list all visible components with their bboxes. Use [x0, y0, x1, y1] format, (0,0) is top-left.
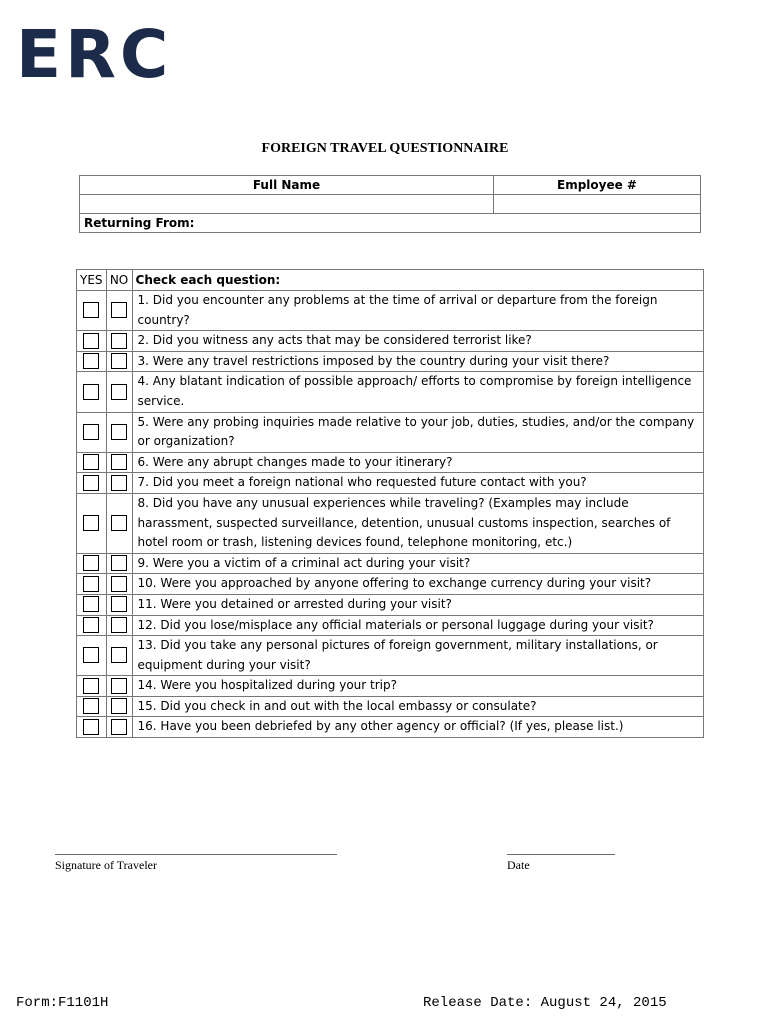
question-row — [77, 412, 704, 452]
yes-checkbox[interactable] — [83, 353, 99, 369]
no-checkbox[interactable] — [111, 596, 127, 612]
yes-checkbox[interactable] — [83, 647, 99, 663]
yes-cell — [77, 615, 107, 636]
date-label: Date — [507, 858, 530, 872]
no-checkbox[interactable] — [111, 353, 127, 369]
yes-cell — [77, 473, 107, 494]
no-cell — [106, 351, 132, 372]
question-text: 16. Have you been debriefed by any other agency or official? (If yes, please list.) — [132, 717, 703, 738]
question-text: 14. Were you hospitalized during your trip? — [132, 676, 703, 697]
yes-checkbox[interactable] — [83, 596, 99, 612]
release-date: Release Date: August 24, 2015 — [423, 995, 667, 1011]
yes-checkbox[interactable] — [83, 424, 99, 440]
yes-checkbox[interactable] — [83, 302, 99, 318]
traveler-info-table — [79, 175, 701, 233]
no-cell — [106, 696, 132, 717]
signature-line: _______________________________________________ — [55, 842, 337, 856]
employee-number-label: Employee # — [494, 176, 701, 195]
question-text: 10. Were you approached by anyone offering to exchange currency during your visit? — [132, 574, 703, 595]
yes-cell — [77, 676, 107, 697]
question-row — [77, 676, 704, 697]
no-column-header: NO — [106, 270, 132, 291]
question-row — [77, 291, 704, 331]
yes-cell — [77, 331, 107, 352]
no-cell — [106, 291, 132, 331]
yes-cell — [77, 493, 107, 553]
full-name-label: Full Name — [80, 176, 494, 195]
question-row — [77, 331, 704, 352]
yes-cell — [77, 636, 107, 676]
yes-cell — [77, 372, 107, 412]
yes-cell — [77, 553, 107, 574]
no-cell — [106, 473, 132, 494]
question-row — [77, 493, 704, 553]
question-row — [77, 372, 704, 412]
no-checkbox[interactable] — [111, 719, 127, 735]
no-cell — [106, 615, 132, 636]
yes-cell — [77, 412, 107, 452]
date-line: __________________ — [507, 842, 615, 856]
no-cell — [106, 676, 132, 697]
questions-header: Check each question: — [132, 270, 703, 291]
yes-checkbox[interactable] — [83, 333, 99, 349]
question-text: 15. Did you check in and out with the local embassy or consulate? — [132, 696, 703, 717]
question-text: 1. Did you encounter any problems at the time of arrival or departure from the foreign country? — [132, 291, 703, 331]
questionnaire-table — [76, 269, 704, 738]
no-cell — [106, 452, 132, 473]
question-text: 4. Any blatant indication of possible approach/ efforts to compromise by foreign intelligence service. — [132, 372, 703, 412]
question-text: 11. Were you detained or arrested during your visit? — [132, 594, 703, 615]
yes-checkbox[interactable] — [83, 719, 99, 735]
no-checkbox[interactable] — [111, 515, 127, 531]
yes-cell — [77, 452, 107, 473]
no-checkbox[interactable] — [111, 454, 127, 470]
question-row — [77, 717, 704, 738]
full-name-field[interactable] — [80, 195, 494, 214]
no-cell — [106, 574, 132, 595]
no-checkbox[interactable] — [111, 302, 127, 318]
yes-checkbox[interactable] — [83, 617, 99, 633]
erc-logo: ERC — [16, 16, 173, 93]
yes-checkbox[interactable] — [83, 678, 99, 694]
no-checkbox[interactable] — [111, 647, 127, 663]
no-cell — [106, 553, 132, 574]
question-row — [77, 553, 704, 574]
returning-from-field[interactable] — [80, 214, 701, 233]
no-cell — [106, 331, 132, 352]
question-row — [77, 351, 704, 372]
question-row — [77, 696, 704, 717]
yes-cell — [77, 351, 107, 372]
no-checkbox[interactable] — [111, 555, 127, 571]
no-cell — [106, 372, 132, 412]
yes-checkbox[interactable] — [83, 384, 99, 400]
form-number: Form:F1101H — [16, 995, 109, 1011]
no-checkbox[interactable] — [111, 333, 127, 349]
no-checkbox[interactable] — [111, 678, 127, 694]
signature-label: Signature of Traveler — [55, 858, 157, 872]
yes-checkbox[interactable] — [83, 515, 99, 531]
question-text: 9. Were you a victim of a criminal act during your visit? — [132, 553, 703, 574]
yes-cell — [77, 291, 107, 331]
yes-checkbox[interactable] — [83, 475, 99, 491]
no-checkbox[interactable] — [111, 475, 127, 491]
page-title: FOREIGN TRAVEL QUESTIONNAIRE — [261, 141, 509, 156]
no-checkbox[interactable] — [111, 384, 127, 400]
yes-cell — [77, 594, 107, 615]
question-row — [77, 452, 704, 473]
no-checkbox[interactable] — [111, 617, 127, 633]
question-text: 13. Did you take any personal pictures of foreign government, military installations, or equipment during your visit? — [132, 636, 703, 676]
question-row — [77, 574, 704, 595]
employee-number-field[interactable] — [494, 195, 701, 214]
yes-cell — [77, 574, 107, 595]
question-row — [77, 615, 704, 636]
yes-checkbox[interactable] — [83, 454, 99, 470]
question-text: 3. Were any travel restrictions imposed by the country during your visit there? — [132, 351, 703, 372]
question-row — [77, 636, 704, 676]
yes-column-header: YES — [77, 270, 107, 291]
no-cell — [106, 636, 132, 676]
question-row — [77, 594, 704, 615]
yes-checkbox[interactable] — [83, 576, 99, 592]
yes-cell — [77, 717, 107, 738]
question-text: 12. Did you lose/misplace any official materials or personal luggage during your visit? — [132, 615, 703, 636]
returning-from-label: Returning From: — [84, 216, 195, 230]
question-row — [77, 473, 704, 494]
yes-checkbox[interactable] — [83, 698, 99, 714]
no-cell — [106, 493, 132, 553]
yes-checkbox[interactable] — [83, 555, 99, 571]
question-text: 7. Did you meet a foreign national who requested future contact with you? — [132, 473, 703, 494]
yes-cell — [77, 696, 107, 717]
no-checkbox[interactable] — [111, 424, 127, 440]
question-text: 2. Did you witness any acts that may be considered terrorist like? — [132, 331, 703, 352]
question-text: 6. Were any abrupt changes made to your itinerary? — [132, 452, 703, 473]
no-cell — [106, 594, 132, 615]
no-cell — [106, 717, 132, 738]
no-checkbox[interactable] — [111, 576, 127, 592]
question-text: 8. Did you have any unusual experiences while traveling? (Examples may include harassment, suspected surveillance, detention, unusual customs inspection, searches of hotel room or trash, listening devices found, telephone monitoring, etc.) — [132, 493, 703, 553]
question-text: 5. Were any probing inquiries made relative to your job, duties, studies, and/or the company or organization? — [132, 412, 703, 452]
no-checkbox[interactable] — [111, 698, 127, 714]
no-cell — [106, 412, 132, 452]
